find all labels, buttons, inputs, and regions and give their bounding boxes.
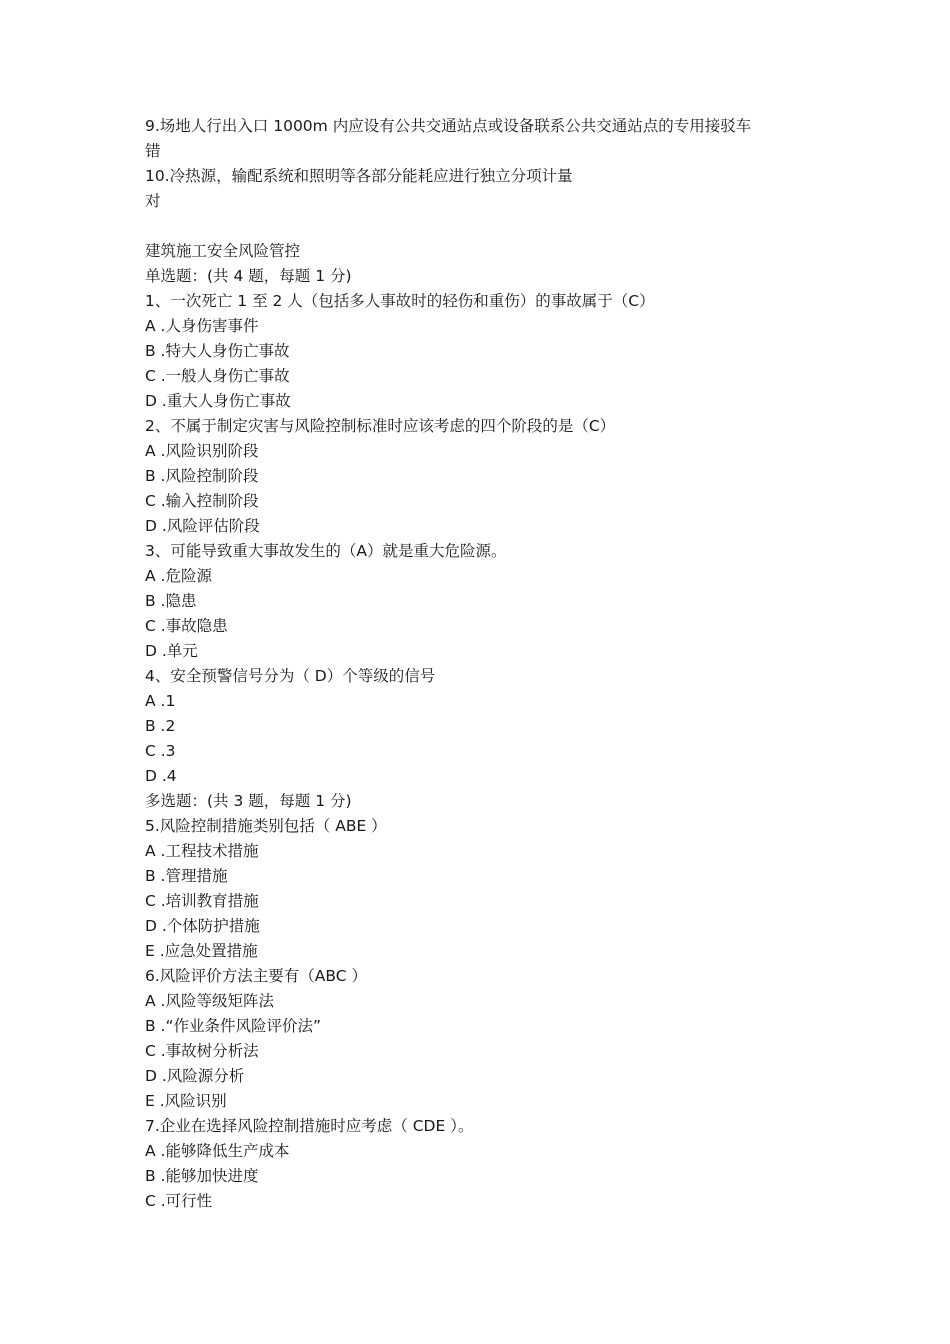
text-line: A .风险等级矩阵法 bbox=[145, 992, 274, 1010]
text-line: 5.风险控制措施类别包括（ ABE ） bbox=[145, 817, 387, 835]
text-line: A .危险源 bbox=[145, 567, 212, 585]
text-line: C .3 bbox=[145, 742, 176, 760]
text-line: 4、安全预警信号分为（ D）个等级的信号 bbox=[145, 667, 436, 685]
text-line: C .一般人身伤亡事故 bbox=[145, 367, 290, 385]
text-line: C .事故树分析法 bbox=[145, 1042, 259, 1060]
text-line: 建筑施工安全风险管控 bbox=[145, 242, 301, 260]
text-line: C .可行性 bbox=[145, 1192, 213, 1210]
text-line: E .应急处置措施 bbox=[145, 942, 258, 960]
text-line: B .特大人身伤亡事故 bbox=[145, 342, 290, 360]
text-line: 单选题：(共 4 题，每题 1 分) bbox=[145, 267, 352, 285]
text-line: 1、一次死亡 1 至 2 人（包括多人事故时的轻伤和重伤）的事故属于（C） bbox=[145, 292, 655, 310]
text-line: C .输入控制阶段 bbox=[145, 492, 259, 510]
document-page bbox=[145, 114, 825, 1214]
text-line: A .1 bbox=[145, 692, 176, 710]
text-line: 3、可能导致重大事故发生的（A）就是重大危险源。 bbox=[145, 542, 507, 560]
blank-line bbox=[145, 214, 825, 239]
text-line: 9.场地人行出入口 1000m 内应设有公共交通站点或设备联系公共交通站点的专用接驳车 bbox=[145, 117, 752, 135]
text-line: B .隐患 bbox=[145, 592, 197, 610]
text-line: A .人身伤害事件 bbox=[145, 317, 259, 335]
text-line: A .能够降低生产成本 bbox=[145, 1142, 290, 1160]
text-line: 对 bbox=[145, 192, 161, 210]
text-line: 多选题：(共 3 题，每题 1 分) bbox=[145, 792, 352, 810]
text-line: A .风险识别阶段 bbox=[145, 442, 259, 460]
text-line: E .风险识别 bbox=[145, 1092, 227, 1110]
text-line: D .风险评估阶段 bbox=[145, 517, 260, 535]
text-line: D .单元 bbox=[145, 642, 198, 660]
text-line: B .风险控制阶段 bbox=[145, 467, 259, 485]
text-line: 7.企业在选择风险控制措施时应考虑（ CDE ）。 bbox=[145, 1117, 474, 1135]
text-line: B .管理措施 bbox=[145, 867, 228, 885]
text-line: A .工程技术措施 bbox=[145, 842, 259, 860]
text-line: D .4 bbox=[145, 767, 177, 785]
text-line: D .重大人身伤亡事故 bbox=[145, 392, 291, 410]
text-line: C .事故隐患 bbox=[145, 617, 228, 635]
text-line: 错 bbox=[145, 142, 161, 160]
text-line: B .能够加快进度 bbox=[145, 1167, 259, 1185]
text-line: B .“作业条件风险评价法” bbox=[145, 1017, 322, 1035]
text-line: 6.风险评价方法主要有（ABC ） bbox=[145, 967, 368, 985]
text-line: C .培训教育措施 bbox=[145, 892, 259, 910]
text-line: D .个体防护措施 bbox=[145, 917, 260, 935]
text-line: B .2 bbox=[145, 717, 176, 735]
text-line: 10.冷热源，输配系统和照明等各部分能耗应进行独立分项计量 bbox=[145, 167, 573, 185]
text-line: D .风险源分析 bbox=[145, 1067, 245, 1085]
text-line: 2、不属于制定灾害与风险控制标准时应该考虑的四个阶段的是（C） bbox=[145, 417, 616, 435]
